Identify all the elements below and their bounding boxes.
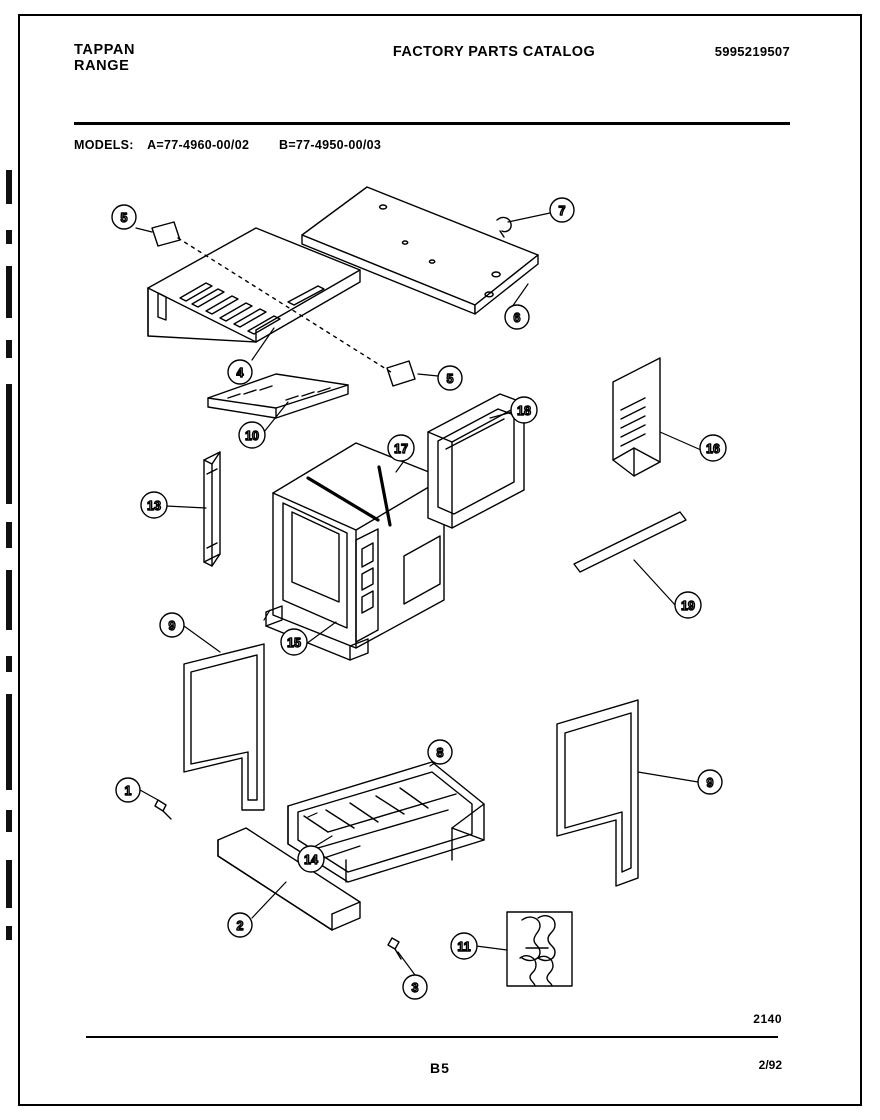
callout-3 xyxy=(403,975,427,999)
models-line xyxy=(74,138,381,152)
svg-text:9: 9 xyxy=(706,776,714,790)
svg-text:5: 5 xyxy=(446,372,454,386)
catalog-title: FACTORY PARTS CATALOG xyxy=(392,44,596,60)
part-bracket-upper xyxy=(152,222,180,246)
header-divider xyxy=(74,122,790,125)
page-code: B5 xyxy=(430,1060,450,1076)
scan-artifacts xyxy=(4,170,16,960)
svg-text:16: 16 xyxy=(706,442,720,456)
part-oven-cavity xyxy=(266,443,444,660)
svg-text:15: 15 xyxy=(287,636,301,650)
callout-9b xyxy=(698,770,722,794)
callout-8 xyxy=(428,740,452,764)
svg-text:17: 17 xyxy=(394,442,408,456)
catalog-number: 5995219507 xyxy=(714,44,790,59)
part-screw-3 xyxy=(388,938,401,959)
callout-2 xyxy=(228,913,252,937)
callout-4 xyxy=(228,360,252,384)
callout-19 xyxy=(675,592,701,618)
svg-text:5: 5 xyxy=(120,211,128,225)
part-top-screw xyxy=(497,217,511,237)
svg-text:11: 11 xyxy=(457,940,471,954)
page-header xyxy=(74,42,790,84)
callout-7 xyxy=(550,198,574,222)
callout-15 xyxy=(281,629,307,655)
callout-11 xyxy=(451,933,477,959)
model-b: B=77-4950-00/03 xyxy=(279,138,382,152)
callout-13 xyxy=(141,492,167,518)
part-door-frame xyxy=(428,394,524,528)
callout-14 xyxy=(298,846,324,872)
svg-text:1: 1 xyxy=(124,784,132,798)
svg-text:7: 7 xyxy=(558,204,566,218)
part-side-panel-left xyxy=(184,644,264,810)
svg-text:13: 13 xyxy=(147,499,161,513)
svg-text:3: 3 xyxy=(411,981,419,995)
part-terminal-block xyxy=(507,912,572,986)
part-support-rod xyxy=(574,512,686,572)
callout-1 xyxy=(116,778,140,802)
svg-text:6: 6 xyxy=(513,311,521,325)
callout-16 xyxy=(700,435,726,461)
callout-6 xyxy=(505,305,529,329)
svg-text:2: 2 xyxy=(236,919,244,933)
exploded-parts-diagram xyxy=(60,160,820,1010)
part-bracket-lower xyxy=(387,361,415,386)
figure-number: 2140 xyxy=(753,1012,782,1026)
callout-17 xyxy=(388,435,414,461)
part-vent-grille-panel xyxy=(613,358,660,476)
callout-5b xyxy=(438,366,462,390)
model-a: A=77-4960-00/02 xyxy=(147,138,250,152)
footer-divider xyxy=(86,1036,778,1038)
part-side-rail-left xyxy=(204,452,220,566)
callout-18 xyxy=(511,397,537,423)
svg-text:8: 8 xyxy=(436,746,444,760)
svg-text:19: 19 xyxy=(681,599,695,613)
callout-5 xyxy=(112,205,136,229)
part-side-panel-right xyxy=(557,700,638,886)
brand-name xyxy=(74,42,135,74)
brand-line-2: RANGE xyxy=(74,58,130,74)
callout-9 xyxy=(160,613,184,637)
part-screw-1 xyxy=(155,800,171,819)
svg-text:18: 18 xyxy=(517,404,531,418)
models-label: MODELS: xyxy=(74,138,134,152)
svg-text:14: 14 xyxy=(304,853,318,867)
svg-text:4: 4 xyxy=(236,366,244,380)
svg-text:9: 9 xyxy=(168,619,176,633)
part-vent-trim xyxy=(208,374,348,418)
revision-date: 2/92 xyxy=(758,1058,782,1072)
svg-text:10: 10 xyxy=(245,429,259,443)
brand-line-1: TAPPAN xyxy=(74,42,136,58)
callout-10 xyxy=(239,422,265,448)
